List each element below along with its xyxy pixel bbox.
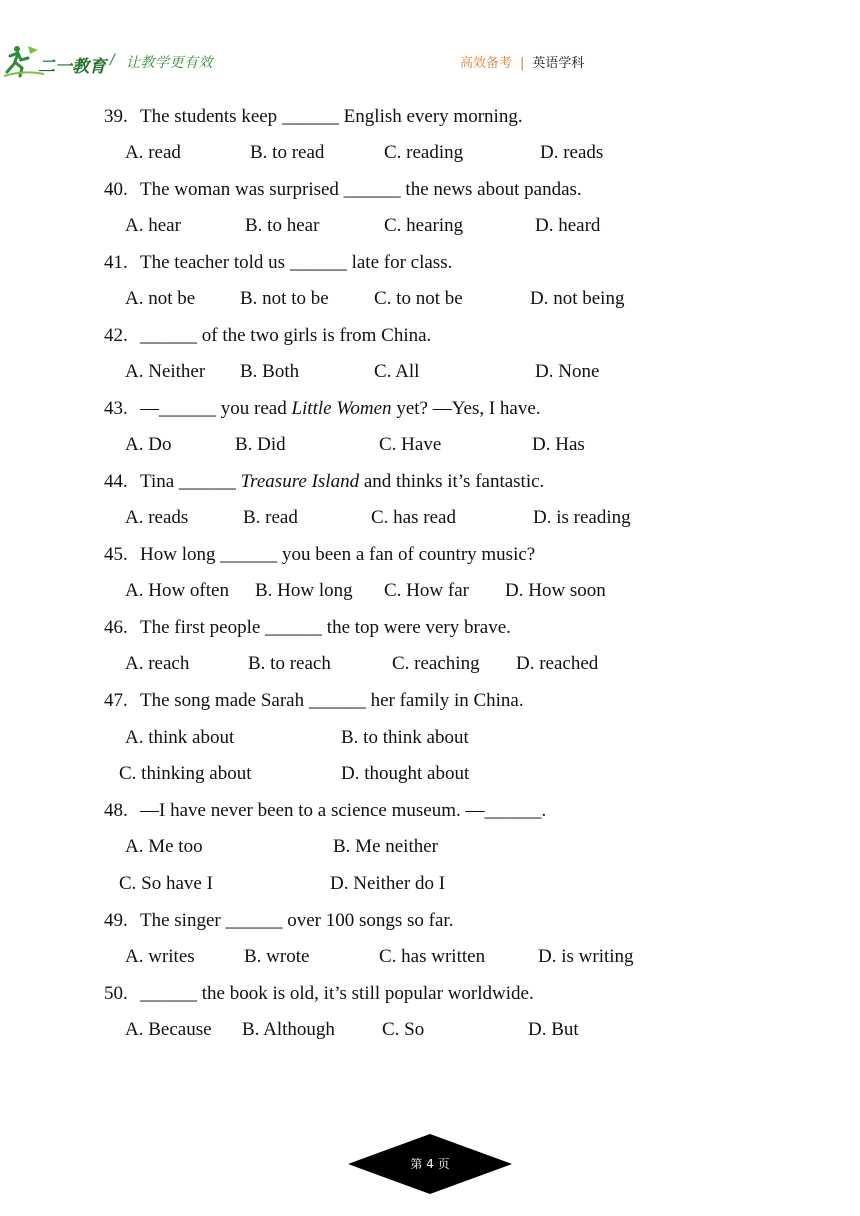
slogan-slash: / <box>110 52 115 68</box>
option-48-c: C. So have I <box>119 873 213 894</box>
question-number: 48. <box>104 800 128 821</box>
question-text: —I have never been to a science museum. —______. <box>140 800 547 821</box>
page-footer <box>348 1134 512 1194</box>
question-text: How long ______ you been a fan of country music? <box>140 544 536 565</box>
header-tags <box>460 52 584 71</box>
question-42 <box>104 325 431 347</box>
question-47 <box>104 690 524 712</box>
question-text: ______ the book is old, it’s still popular worldwide. <box>140 983 534 1004</box>
option-44-b: B. read <box>243 507 298 528</box>
question-text: ______ of the two girls is from China. <box>140 325 432 346</box>
option-43-d: D. Has <box>532 434 585 455</box>
option-45-d: D. How soon <box>505 580 606 601</box>
option-42-c: C. All <box>374 361 420 382</box>
option-46-c: C. reaching <box>392 653 480 674</box>
question-text: The students keep ______ English every morning. <box>140 106 523 127</box>
option-47-d: D. thought about <box>341 763 470 784</box>
question-43 <box>104 398 541 420</box>
option-45-c: C. How far <box>384 580 469 601</box>
question-text-pre: —______ you read <box>140 398 292 419</box>
header-separator: | <box>520 56 525 71</box>
header-tag-exam: 高效备考 <box>460 56 513 71</box>
question-number: 42. <box>104 325 128 346</box>
option-41-d: D. not being <box>530 288 625 309</box>
option-49-d: D. is writing <box>538 946 634 967</box>
option-39-c: C. reading <box>384 142 464 163</box>
option-45-b: B. How long <box>255 580 353 601</box>
question-number: 41. <box>104 252 128 273</box>
svg-text:二一教育: 二一教育 <box>38 57 106 77</box>
option-43-c: C. Have <box>379 434 442 455</box>
option-41-c: C. to not be <box>374 288 463 309</box>
option-44-c: C. has read <box>371 507 456 528</box>
option-50-a: A. Because <box>125 1019 212 1040</box>
option-39-d: D. reads <box>540 142 604 163</box>
question-39 <box>104 106 523 128</box>
slogan: 让教学更有效 <box>126 55 213 71</box>
question-number: 49. <box>104 910 128 931</box>
question-text: The teacher told us ______ late for class. <box>140 252 453 273</box>
option-46-b: B. to reach <box>248 653 331 674</box>
question-number: 43. <box>104 398 128 419</box>
option-49-c: C. has written <box>379 946 486 967</box>
option-47-a: A. think about <box>125 727 235 748</box>
question-50 <box>104 983 534 1005</box>
question-49 <box>104 910 453 932</box>
option-47-b: B. to think about <box>341 727 469 748</box>
book-title: Little Women <box>291 398 392 419</box>
option-40-a: A. hear <box>125 215 181 236</box>
option-50-b: B. Although <box>242 1019 335 1040</box>
option-42-a: A. Neither <box>125 361 206 382</box>
option-47-c: C. thinking about <box>119 763 252 784</box>
question-number: 47. <box>104 690 128 711</box>
question-41 <box>104 252 452 274</box>
option-44-a: A. reads <box>125 507 189 528</box>
question-text: The first people ______ the top were very brave. <box>140 617 511 638</box>
option-40-b: B. to hear <box>245 215 320 236</box>
option-46-a: A. reach <box>125 653 190 674</box>
option-45-a: A. How often <box>125 580 229 601</box>
option-39-a: A. read <box>125 142 181 163</box>
option-44-d: D. is reading <box>533 507 631 528</box>
page-number: 第 4 页 <box>410 1157 450 1171</box>
option-40-c: C. hearing <box>384 215 464 236</box>
question-text-post: and thinks it’s fantastic. <box>359 471 545 492</box>
option-50-d: D. But <box>528 1019 579 1040</box>
question-number: 50. <box>104 983 128 1004</box>
question-number: 40. <box>104 179 128 200</box>
option-39-b: B. to read <box>250 142 325 163</box>
option-49-a: A. writes <box>125 946 195 967</box>
brand-logo <box>4 44 112 80</box>
question-text-post: yet? —Yes, I have. <box>391 398 541 419</box>
question-48 <box>104 800 546 822</box>
question-45 <box>104 544 535 566</box>
option-48-a: A. Me too <box>125 836 203 857</box>
option-43-a: A. Do <box>125 434 172 455</box>
question-text: The singer ______ over 100 songs so far. <box>140 910 454 931</box>
question-number: 45. <box>104 544 128 565</box>
option-40-d: D. heard <box>535 215 601 236</box>
question-text-pre: Tina ______ <box>140 471 241 492</box>
question-text: The woman was surprised ______ the news about pandas. <box>140 179 582 200</box>
option-42-b: B. Both <box>240 361 300 382</box>
option-42-d: D. None <box>535 361 600 382</box>
option-46-d: D. reached <box>516 653 599 674</box>
option-48-b: B. Me neither <box>333 836 439 857</box>
question-text: The song made Sarah ______ her family in China. <box>140 690 524 711</box>
question-44 <box>104 471 544 493</box>
question-number: 44. <box>104 471 128 492</box>
option-50-c: C. So <box>382 1019 425 1040</box>
question-40 <box>104 179 582 201</box>
option-43-b: B. Did <box>235 434 286 455</box>
question-number: 46. <box>104 617 128 638</box>
header-tag-subject: 英语学科 <box>532 56 585 71</box>
option-41-a: A. not be <box>125 288 196 309</box>
option-49-b: B. wrote <box>244 946 310 967</box>
page-header <box>0 0 860 90</box>
book-title: Treasure Island <box>240 471 360 492</box>
question-46 <box>104 617 511 639</box>
option-48-d: D. Neither do I <box>330 873 446 894</box>
option-41-b: B. not to be <box>240 288 329 309</box>
question-number: 39. <box>104 106 128 127</box>
